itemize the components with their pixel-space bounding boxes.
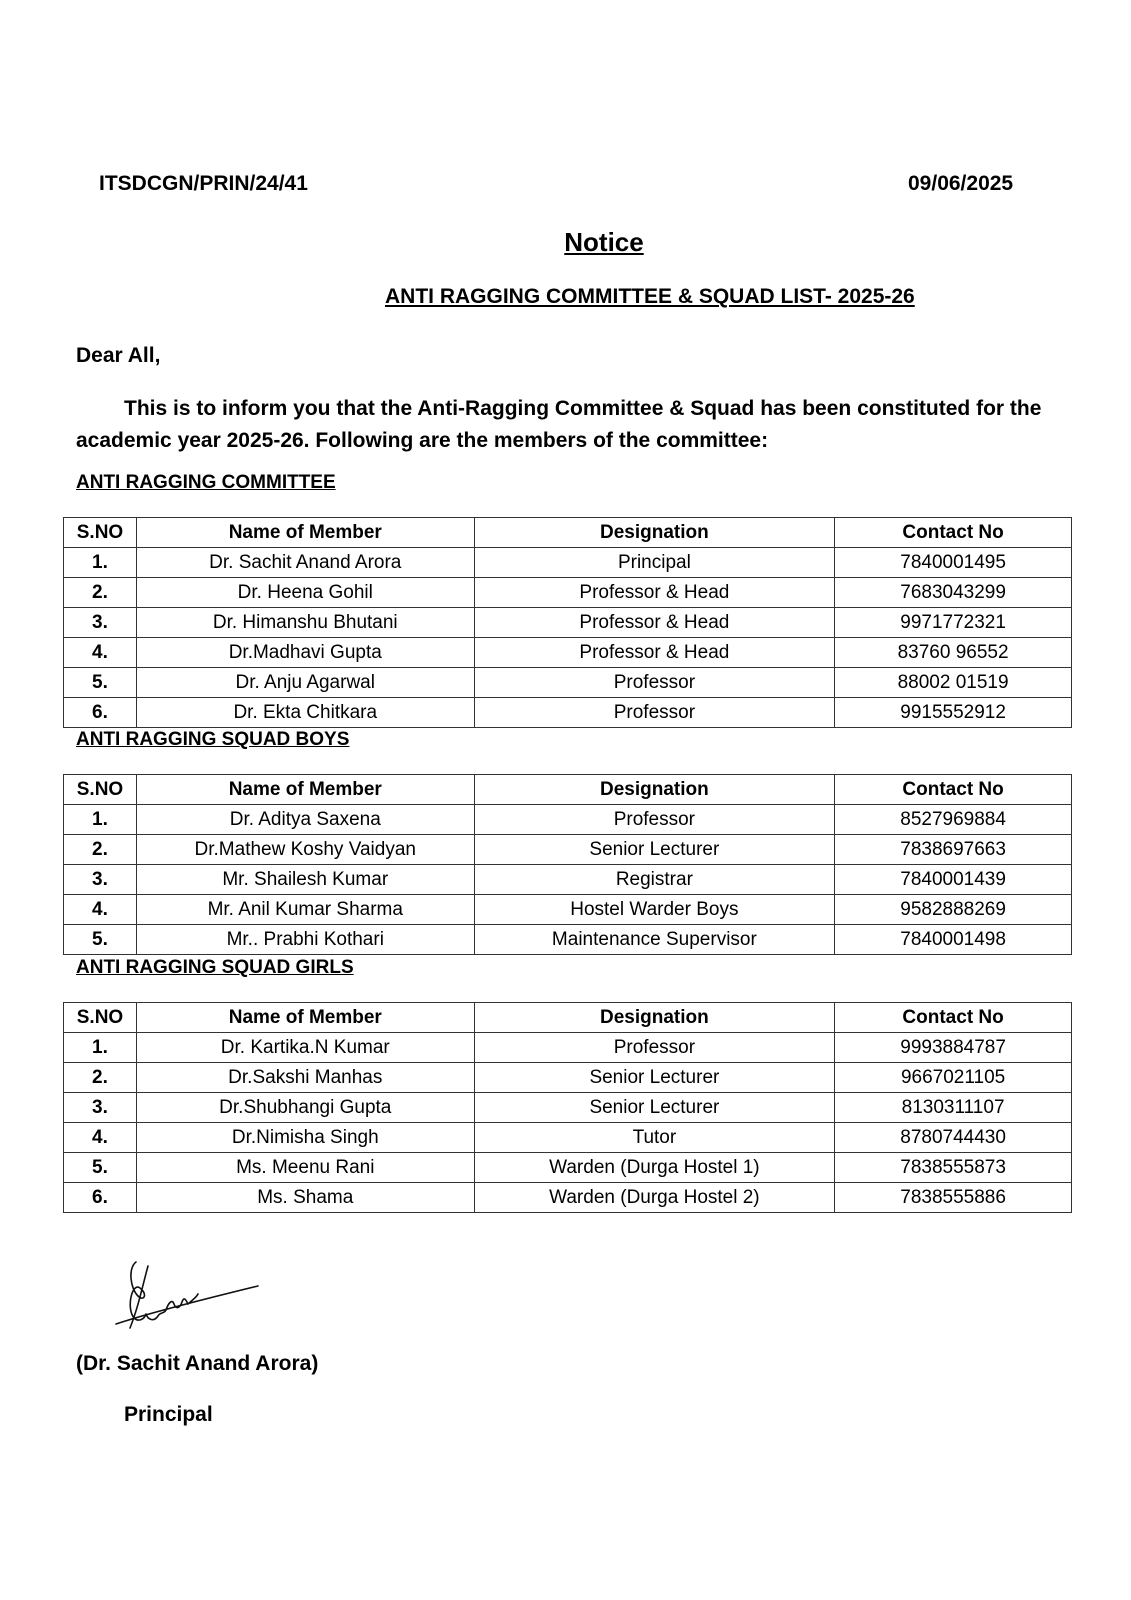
sno-cell: 2. <box>64 578 137 608</box>
contact-cell: 9915552912 <box>835 698 1072 728</box>
sno-cell: 4. <box>64 1123 137 1153</box>
designation-cell: Senior Lecturer <box>474 835 835 865</box>
table-row <box>64 1033 1072 1063</box>
designation-cell: Professor <box>474 668 835 698</box>
designation-cell: Registrar <box>474 865 835 895</box>
committee-heading: ANTI RAGGING COMMITTEE <box>76 472 336 493</box>
column-header-sno: S.NO <box>64 775 137 805</box>
table-row <box>64 578 1072 608</box>
member-name-cell: Ms. Meenu Rani <box>136 1153 474 1183</box>
table-header-row <box>64 775 1072 805</box>
designation-cell: Warden (Durga Hostel 2) <box>474 1183 835 1213</box>
column-header-sno: S.NO <box>64 518 137 548</box>
contact-cell: 7840001498 <box>835 925 1072 955</box>
sno-cell: 2. <box>64 1063 137 1093</box>
member-name-cell: Dr. Heena Gohil <box>136 578 474 608</box>
table-row <box>64 805 1072 835</box>
designation-cell: Maintenance Supervisor <box>474 925 835 955</box>
contact-cell: 7840001439 <box>835 865 1072 895</box>
column-header-contact: Contact No <box>835 518 1072 548</box>
table-row <box>64 548 1072 578</box>
column-header-name: Name of Member <box>136 775 474 805</box>
sno-cell: 1. <box>64 805 137 835</box>
sno-cell: 4. <box>64 638 137 668</box>
column-header-name: Name of Member <box>136 518 474 548</box>
member-name-cell: Dr. Aditya Saxena <box>136 805 474 835</box>
designation-cell: Professor & Head <box>474 608 835 638</box>
designation-cell: Professor & Head <box>474 638 835 668</box>
designation-cell: Tutor <box>474 1123 835 1153</box>
notice-body: This is to inform you that the Anti-Ragging Committee & Squad has been constituted for the academic year 2025-26. Following are the members of the committee: <box>76 397 1042 452</box>
contact-cell: 7840001495 <box>835 548 1072 578</box>
contact-cell: 7683043299 <box>835 578 1072 608</box>
contact-cell: 7838697663 <box>835 835 1072 865</box>
contact-cell: 8780744430 <box>835 1123 1072 1153</box>
sno-cell: 1. <box>64 1033 137 1063</box>
sno-cell: 3. <box>64 1093 137 1123</box>
table-row <box>64 1123 1072 1153</box>
sno-cell: 3. <box>64 608 137 638</box>
designation-cell: Professor <box>474 698 835 728</box>
sno-cell: 5. <box>64 925 137 955</box>
salutation: Dear All, <box>76 344 161 367</box>
member-name-cell: Dr.Shubhangi Gupta <box>136 1093 474 1123</box>
member-name-cell: Dr. Himanshu Bhutani <box>136 608 474 638</box>
column-header-contact: Contact No <box>835 1003 1072 1033</box>
signatory-name: (Dr. Sachit Anand Arora) <box>76 1352 319 1375</box>
contact-cell: 8527969884 <box>835 805 1072 835</box>
sno-cell: 2. <box>64 835 137 865</box>
table-row <box>64 608 1072 638</box>
table-row <box>64 1183 1072 1213</box>
column-header-contact: Contact No <box>835 775 1072 805</box>
contact-cell: 8130311107 <box>835 1093 1072 1123</box>
notice-subject: ANTI RAGGING COMMITTEE & SQUAD LIST- 2025-26 <box>385 285 915 308</box>
designation-cell: Professor <box>474 805 835 835</box>
contact-cell: 9582888269 <box>835 895 1072 925</box>
committee-table <box>63 517 1072 728</box>
column-header-designation: Designation <box>474 518 835 548</box>
table-row <box>64 668 1072 698</box>
table-row <box>64 835 1072 865</box>
member-name-cell: Mr. Anil Kumar Sharma <box>136 895 474 925</box>
sno-cell: 1. <box>64 548 137 578</box>
sno-cell: 4. <box>64 895 137 925</box>
sno-cell: 5. <box>64 1153 137 1183</box>
squad-girls-table <box>63 1002 1072 1213</box>
column-header-designation: Designation <box>474 1003 835 1033</box>
table-header-row <box>64 518 1072 548</box>
notice-title: Notice <box>564 227 644 257</box>
contact-cell: 7838555873 <box>835 1153 1072 1183</box>
member-name-cell: Dr.Madhavi Gupta <box>136 638 474 668</box>
column-header-designation: Designation <box>474 775 835 805</box>
table-row <box>64 895 1072 925</box>
sno-cell: 5. <box>64 668 137 698</box>
signatory-title: Principal <box>124 1403 213 1426</box>
designation-cell: Warden (Durga Hostel 1) <box>474 1153 835 1183</box>
contact-cell: 88002 01519 <box>835 668 1072 698</box>
column-header-name: Name of Member <box>136 1003 474 1033</box>
squad-girls-heading: ANTI RAGGING SQUAD GIRLS <box>76 957 354 978</box>
contact-cell: 83760 96552 <box>835 638 1072 668</box>
contact-cell: 9667021105 <box>835 1063 1072 1093</box>
sno-cell: 6. <box>64 698 137 728</box>
notice-date: 09/06/2025 <box>908 172 1014 195</box>
designation-cell: Professor <box>474 1033 835 1063</box>
reference-number: ITSDCGN/PRIN/24/41 <box>99 172 308 195</box>
column-header-sno: S.NO <box>64 1003 137 1033</box>
member-name-cell: Dr.Sakshi Manhas <box>136 1063 474 1093</box>
member-name-cell: Mr.. Prabhi Kothari <box>136 925 474 955</box>
member-name-cell: Dr. Anju Agarwal <box>136 668 474 698</box>
designation-cell: Senior Lecturer <box>474 1063 835 1093</box>
member-name-cell: Dr. Ekta Chitkara <box>136 698 474 728</box>
sno-cell: 3. <box>64 865 137 895</box>
member-name-cell: Dr.Nimisha Singh <box>136 1123 474 1153</box>
member-name-cell: Dr. Sachit Anand Arora <box>136 548 474 578</box>
table-header-row <box>64 1003 1072 1033</box>
contact-cell: 7838555886 <box>835 1183 1072 1213</box>
principal-signature <box>108 1258 268 1338</box>
table-row <box>64 865 1072 895</box>
designation-cell: Senior Lecturer <box>474 1093 835 1123</box>
table-row <box>64 698 1072 728</box>
designation-cell: Professor & Head <box>474 578 835 608</box>
contact-cell: 9993884787 <box>835 1033 1072 1063</box>
member-name-cell: Dr. Kartika.N Kumar <box>136 1033 474 1063</box>
sno-cell: 6. <box>64 1183 137 1213</box>
member-name-cell: Dr.Mathew Koshy Vaidyan <box>136 835 474 865</box>
squad-boys-heading: ANTI RAGGING SQUAD BOYS <box>76 729 350 750</box>
squad-boys-table <box>63 774 1072 955</box>
table-row <box>64 1063 1072 1093</box>
table-row <box>64 925 1072 955</box>
member-name-cell: Ms. Shama <box>136 1183 474 1213</box>
table-row <box>64 1093 1072 1123</box>
table-row <box>64 1153 1072 1183</box>
table-row <box>64 638 1072 668</box>
designation-cell: Principal <box>474 548 835 578</box>
designation-cell: Hostel Warder Boys <box>474 895 835 925</box>
contact-cell: 9971772321 <box>835 608 1072 638</box>
member-name-cell: Mr. Shailesh Kumar <box>136 865 474 895</box>
